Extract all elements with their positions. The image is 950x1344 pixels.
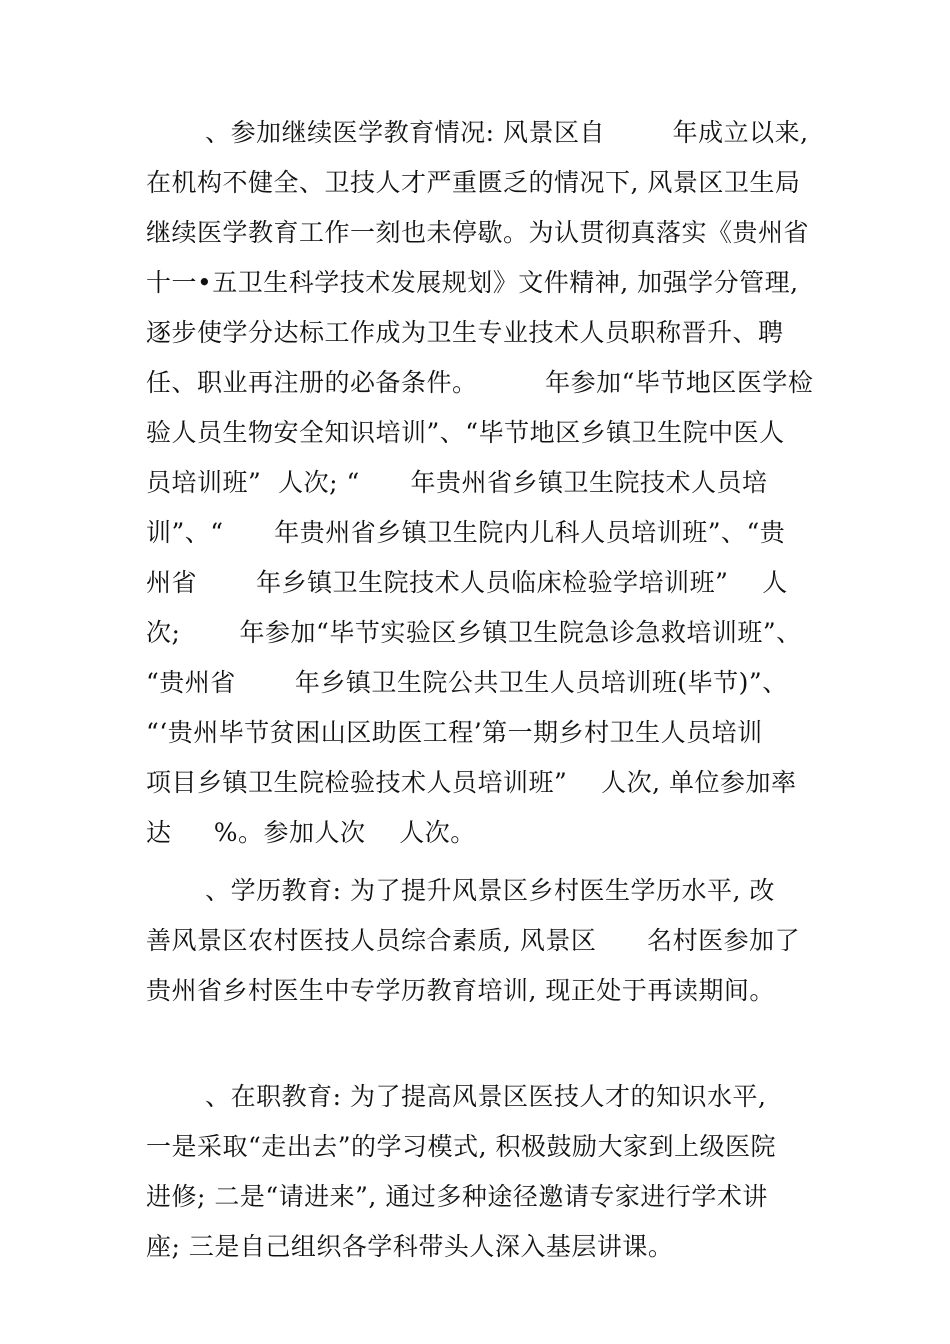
text-line: 十一•五卫生科学技术发展规划》文件精神, 加强学分管理, [146,268,799,297]
text-line: 一是采取“走出去”的学习模式, 积极鼓励大家到上级医院 [146,1132,776,1161]
text-line: 在机构不健全、卫技人才严重匮乏的情况下, 风景区卫生局 [146,168,801,197]
text-line: 次; 年参加“毕节实验区乡镇卫生院急诊急救培训班”、 [146,618,802,647]
text-line: 进修; 二是“请进来”, 通过多种途径邀请专家进行学术讲 [146,1182,768,1211]
text-line: 贵州省乡村医生中专学历教育培训, 现正处于再读期间。 [146,976,775,1005]
paragraph-continuing-education [146,108,816,858]
text-line: 、在职教育: 为了提高风景区医技人才的知识水平, [146,1082,767,1111]
paragraph-on-job-education [146,1072,816,1272]
text-line: 善风景区农村医技人员综合素质, 风景区 名村医参加了 [146,926,801,955]
text-line: 达 %。参加人次 人次。 [146,818,476,847]
text-line: “‘贵州毕节贫困山区助医工程’第一期乡村卫生人员培训 [146,718,763,747]
paragraph-academic-education [146,866,816,1016]
text-line: 训”、“ 年贵州省乡镇卫生院内儿科人员培训班”、“贵 [146,518,786,547]
text-line: 验人员生物安全知识培训”、“毕节地区乡镇卫生院中医人 [146,418,785,447]
text-line: 员培训班” 人次; “ 年贵州省乡镇卫生院技术人员培 [146,468,768,497]
text-line: 项目乡镇卫生院检验技术人员培训班” 人次, 单位参加率 [146,768,797,797]
text-line: 州省 年乡镇卫生院技术人员临床检验学培训班” 人 [146,568,788,597]
text-line: 、学历教育: 为了提升风景区乡村医生学历水平, 改 [146,876,775,905]
text-line: 继续医学教育工作一刻也未停歇。为认贯彻真落实《贵州省 [146,218,810,247]
text-line: “贵州省 年乡镇卫生院公共卫生人员培训班(毕节)”、 [146,668,788,697]
text-line: 、参加继续医学教育情况: 风景区自 年成立以来, [146,118,809,147]
text-line: 任、职业再注册的必备条件。 年参加“毕节地区医学检 [146,368,814,397]
text-line: 座; 三是自己组织各学科带头人深入基层讲课。 [146,1232,674,1261]
text-line: 逐步使学分达标工作成为卫生专业技术人员职称晋升、聘 [146,318,784,347]
